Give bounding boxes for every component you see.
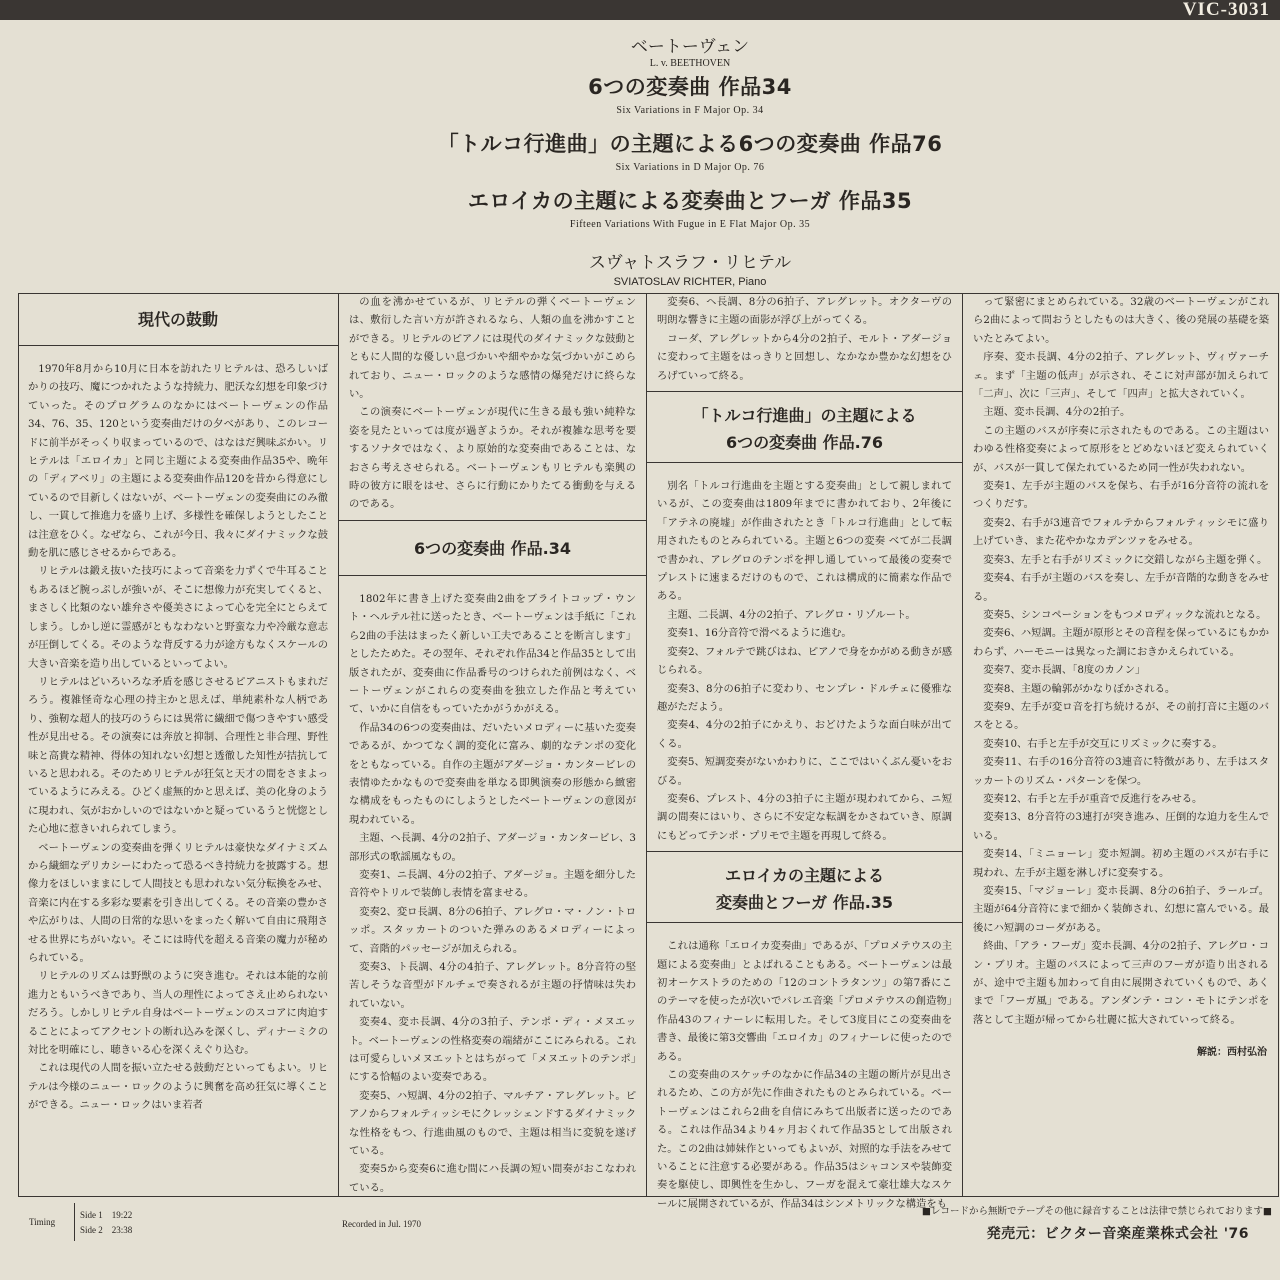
column-1: [18, 293, 338, 1197]
paragraph: 主題、変ホ長調、4分の2拍子。: [983, 406, 1131, 419]
footer: [18, 1197, 1279, 1245]
section-heading-line: 6つの変奏曲 作品.76: [725, 433, 884, 453]
section-heading: 6つの変奏曲 作品.34: [339, 520, 646, 576]
paragraph: 変奏9、左手が変ロ音を打ち続けるが、その前打音に主題のバスをとる。: [973, 700, 1269, 732]
paragraph: 主題、ヘ長調、4分の2拍子、アダージョ・カンタービレ、3部形式の歌謡風なもの。: [349, 832, 636, 863]
artist-name-jp: スヴャトスラフ・リヒテル: [588, 253, 792, 273]
paragraph: 変奏6、ヘ長調、8分の6拍子、アレグレット。オクターヴの明朗な響きに主題の面影が浮び上がってくる。: [657, 296, 952, 327]
work-title-en: Six Variations in F Major Op. 34: [616, 105, 764, 116]
section-heading-line: 「トルコ行進曲」の主題による: [692, 406, 917, 426]
work-title-en: Six Variations in D Major Op. 76: [615, 162, 765, 173]
composer-name-jp: ベートーヴェン: [630, 37, 750, 57]
paragraph: 作品34の6つの変奏曲は、だいたいメロディーに基いた変奏であるが、かつてなく調的変化に富み、劇的なテンポの変化をともなっている。自作の主題がアダージョ・カンタービレの表情ゆたかなもので変奏曲を単なる即興演奏の形態から緻密な構成をもったものにしようとしたベートーヴェンの意図が現われている。: [349, 721, 636, 826]
work-title-en: Fifteen Variations With Fugue in E Flat Major Op. 35: [569, 219, 811, 230]
paragraph: 序奏、変ホ長調、4分の2拍子、アレグレット、ヴィヴァーチェ。まず「主題の低声」が示され、そこに対声部が加えられて「二声」、次に「三声」、そして「四声」と拡大されていく。: [973, 351, 1269, 401]
paragraph: コーダ、アレグレットから4分の2拍子、モルト・アダージョに変わって主題をはっきりと回想し、なかなか豊かな幻想をひろげていって終る。: [657, 332, 952, 382]
section-heading-line: 変奏曲とフーガ 作品.35: [715, 893, 894, 913]
paragraph: これは通称「エロイカ変奏曲」であるが、「プロメテウスの主題による変奏曲」とよばれることもある。ベートーヴェンは最初オーケストラのための「12のコントラタンツ」の第7番にこのテーマを使ったが次いでバレエ音楽「プロメテウスの創造物」作品43のフィナーレに転用した。そして3度目にこの変奏曲を書き、最後に第3交響曲「エロイカ」のフィナーレに使ったのである。: [657, 940, 952, 1063]
paragraph: 別名「トルコ行進曲を主題とする変奏曲」として親しまれているが、この変奏曲は1809年までに書かれており、2年後に「アテネの廃墟」が作曲されたとき「トルコ行進曲」として転用されたものとみられている。主題と6つの変奏 べてが二長調で書かれ、アレグロのテンポを押し通していって最後の変奏でプレストに速まるだけのもので、これは構成的に簡素な作品である。: [657, 480, 952, 603]
paragraph: 変奏4、変ホ長調、4分の3拍子、テンポ・ディ・メヌエット。ベートーヴェンの性格変奏の端緒がここにみられる。これは可愛らしいメヌエットとはちがって「メヌエットのテンポ」にする恰幅のよい変奏である。: [349, 1016, 636, 1084]
artist-name-en: SVIATOSLAV RICHTER, Piano: [613, 276, 767, 288]
paragraph: 変奏4、右手が主題のバスを奏し、左手が音階的な動きをみせる。: [973, 572, 1269, 603]
paragraph: 主題、二長調、4分の2拍子、アレグロ・リゾルート。: [667, 608, 916, 621]
paragraph: 変奏13、8分音符の3連打が突き進み、圧倒的な迫力を生んでいる。: [973, 811, 1269, 842]
paragraph: ベートーヴェンの変奏曲を弾くリヒテルは豪快なダイナミズムから繊細なデリカシーにわたって恐るべき持続力を披露する。想像力をほしいままにして人間技とも思われない気分転換をみせ、音楽に内在する多彩な要素を引き出してくる。その音楽の豊かさや広がりは、人間の日常的な思いをまったく解いて自由に飛翔させる世界にちがいない。そこには時代を超える音楽の魔力が秘められている。: [28, 841, 328, 964]
paragraph: 終曲、「アラ・フーガ」変ホ長調、4分の2拍子、アレグロ・コン・ブリオ。主題のバスによって三声のフーガが造り出されるが、途中で主題も加わって自由に展開されていくもので、あくまで「フーガ風」である。アンダンテ・コン・モトにテンポを落として主題が帰ってから壮麗に拡大されていって終る。: [973, 940, 1269, 1026]
paragraph: 変奏5、短調変奏がないかわりに、ここではいくぶん憂いをおびる。: [657, 756, 952, 787]
header: [340, 28, 1040, 288]
work-title-jp: 「トルコ行進曲」の主題による6つの変奏曲 作品76: [437, 132, 943, 156]
paragraph: 変奏6、プレスト、4分の3拍子に主題が現われてから、ニ短調の間奏にはいり、さらに不安定な転調をかさねていき、原調にもどってテンポ・プリモで主題を再現して終る。: [657, 792, 952, 842]
section-heading: [647, 851, 962, 923]
paragraph: の血を沸かせているが、リヒテルの弾くベートーヴェンは、敷衍した言い方が許されるなら、人類の血を沸かすことができる。リヒテルのピアノには現代のダイナミックな鼓動とともに人間的な優しい息づかいや細やかな気づかいがこめられており、ニュー・ロックのような感情の爆発だけに終らない。: [349, 296, 636, 401]
work-title-jp: 6つの変奏曲 作品34: [588, 75, 792, 99]
column-4: [962, 293, 1279, 1197]
paragraph: 変奏1、ニ長調、4分の2拍子、アダージョ。主題を細分した音符やトリルで装飾し表情を富ませる。: [349, 868, 636, 900]
paragraph: 1970年8月から10月に日本を訪れたリヒテルは、恐ろしいばかりの技巧、魔につかれたような持続力、肥沃な幻想を印象づけていった。そのプログラムのなかにはベートーヴェンの作品34、76、35、120という変奏曲だけの夕べがあり、このレコードに前半がそっくり収まっているので、はなはだ興味ぶかい。リヒテルは「エロイカ」と同じ主題による変奏曲作品35や、晩年の「ディアベリ」の主題による変奏曲作品120を昔から得意にしているので目新しくはないが、ベートーヴェンの変奏曲にのみ徹し、一貫して推進力を盛り上げ、多様性を確保しようとしたことは注意をひく。なぜなら、これが今日、我々にダイナミックな鼓動を肌に感じさせるからである。: [28, 363, 328, 560]
composer-name-en: L. v. BEETHOVEN: [649, 58, 731, 69]
side-2-timing: Side 2 23:38: [80, 1225, 133, 1235]
work-title-jp: エロイカの主題による変奏曲とフーガ 作品35: [467, 189, 913, 213]
section-heading: [647, 391, 962, 463]
notes-credit: 解説：西村弘治: [1197, 1047, 1267, 1059]
paragraph: 変奏15、「マジョーレ」変ホ長調、8分の6拍子、ラールゴ。主題が64分音符にまで細かく装飾され、幻想に富んでいる。最後にハ短調のコーダがある。: [973, 885, 1269, 934]
timing-label: Timing: [29, 1217, 56, 1227]
paragraph: 変奏3、8分の6拍子に変わり、センプレ・ドルチェに優雅な趣がただよう。: [657, 682, 952, 713]
paragraph: 変奏10、右手と左手が交互にリズミックに奏する。: [983, 737, 1223, 750]
paragraph: この変奏曲のスケッチのなかに作品34の主題の断片が見出されるため、この方が先に作曲されたものとみられている。ベートーヴェンはこれら2曲を自信にみちて出版者に送ったのである。これは作品34より4ヶ月おくれて作品35として出版された。この2曲は姉妹作といってもよいが、対照的な手法をみせていることに注意する必要がある。作品35はシャコンヌや装飾変奏を駆使し、即興性を生かし、フーガを混えて豪壮雄大なスケールに展開されているが、作品34はシンメトリックな構造をも: [657, 1069, 952, 1210]
column-2: [338, 293, 646, 1197]
paragraph: 変奏6、ハ短調。主題が原形とその音程を保っているにもかかわらず、ハーモニーは異なった調におきかえられている。: [973, 627, 1269, 658]
paragraph: 変奏8、主題の輪郭がかなりぼかされる。: [983, 682, 1176, 695]
paragraph: リヒテルのリズムは野獣のように突き進む。それは本能的な前進力ともいうべきであり、当人の理性によってさえ止められないだろう。しかしリヒテル自身はベートーヴェンのスコアに肉迫することによってアクセントの断れ込みを深くし、ディナーミクの対比を明確にし、聴きいる心を深くえぐり込む。: [28, 970, 328, 1057]
paragraph: この主題のバスが序奏に示されたものである。この主題はいわゆる性格変奏によって原形をとどめないほど変えられていくが、バスが一貫して保たれているため同一性が失われない。: [973, 424, 1269, 474]
paragraph: 変奏1、16分音符で滑べるように進む。: [667, 627, 852, 640]
side-1-timing: Side 1 19:22: [80, 1210, 133, 1220]
paragraph: 1802年に書き上げた変奏曲2曲をブライトコップ・ウント・ヘルテル社に送ったとき、ベートーヴェンは手紙に「これら2曲の手法はまったく新しい工夫であることを断言します」としたためた。その翌年、それぞれ作品34と作品35として出版されたが、変奏曲に作品番号のつけられた前例はなく、ベートーヴェンがこれらの変奏曲を独立した作品と考えていて、いかに自信をもっていたかがうかがえる。: [349, 592, 636, 716]
paragraph: 変奏14、「ミニョーレ」変ホ短調。初め主題のバスが右手に現われ、左手が主題を淋しげに変奏する。: [973, 848, 1269, 879]
catalog-number: VIC-3031: [1182, 0, 1270, 20]
paragraph: リヒテルは鍛え抜いた技巧によって音楽を力ずくで牛耳ることもあるほど腕っぷしが強いが、そこに想像力が充実してくると、まさしく比類のない雄弁さや優美さによって心を完全にとらえてしまう。しかし逆に霊感がともなわないと野蛮な力や冷厳な意志が圧倒してくる。そのような背反する力が途方もなくスケールの大きい音楽を造り出しているといってよい。: [28, 565, 328, 670]
paragraph: 変奏5、シンコペーションをもつメロディックな流れとなる。: [983, 608, 1267, 621]
section-heading-line: エロイカの主題による: [724, 866, 885, 886]
paragraph: 変奏3、ト長調、4分の4拍子、アレグレット。8分音符の堅苦しそうな音型がドルチェで奏されるが主題の抒情味は失われていない。: [349, 961, 636, 1010]
copyright-notice: ■レコードから無断でテープその他に録音することは法律で禁じられております■: [922, 1206, 1272, 1217]
paragraph: この演奏にベートーヴェンが現代に生きる最も強い純粋な姿を見たといっては度が過ぎようか。それが複雑な思考を要するソナタではなく、より原始的な変奏曲であることは、なおさら考えさせられる。ベートーヴェンもリヒテルも楽興の時の彼方に眼をはせ、さらに行動にかりたてる衝動を与えるのである。: [349, 406, 636, 511]
paragraph: 変奏4、4分の2拍子にかえり、おどけたような面白味が出てくる。: [657, 719, 952, 750]
top-bar: [0, 0, 1280, 20]
paragraph: 変奏7、変ホ長調、「8度のカノン」: [983, 664, 1146, 677]
recording-date: Recorded in Jul. 1970: [342, 1219, 421, 1229]
paragraph: これは現代の人間を振い立たせる鼓動だといってもよい。リヒテルは今様のニュー・ロックのように興奮を高め狂気に導くことができる。ニュー・ロックはいま若者: [28, 1062, 328, 1112]
paragraph: 変奏12、右手と左手が重音で反進行をみせる。: [983, 792, 1203, 805]
section-heading: 現代の鼓動: [18, 293, 338, 346]
publisher: 発売元：ビクター音楽産業株式会社 '76: [986, 1226, 1249, 1242]
paragraph: 変奏2、変ロ長調、8分の6拍子、アレグロ・マ・ノン・トロッポ。スタッカートのついた弾みのあるメロディーによって、音階的パッセージが加えられる。: [349, 905, 636, 955]
paragraph: リヒテルはどいろいろな矛盾を感じさせるピアニストもまれだろう。複雑怪奇な心理の持主かと思えば、単純素朴な人柄であり、強靭な超人的技巧のうらには異常に繊細で傷つきやすい感受性が見出せる。その演奏には奔放と抑制、合理性と非合理、野性味と高貴な精神、得体の知れない幻想と透徹した知性が拮抗していると思われる。そのためリヒテルが狂気と天才の間をさまよっているようにみえる。ひどく虚無的かと思えば、美の化身のように現われ、気がおかしいのではないかと疑っているうと恍惚とした心地に惹きいれられてしまう。: [28, 675, 328, 836]
paragraph: 変奏2、右手が3連音でフォルテからフォルティッシモに盛り上げていき、また花やかなカデンツァをみせる。: [973, 516, 1269, 548]
paragraph: 変奏5から変奏6に進む間にハ長調の短い間奏がおこなわれている。: [349, 1163, 636, 1194]
paragraph: って緊密にまとめられている。32歳のベートーヴェンがこれら2曲によって問おうとしたものは大きく、後の発展の基礎を築いたとみてよい。: [973, 296, 1269, 345]
timing-divider: [74, 1203, 75, 1241]
column-3: [646, 293, 962, 1210]
paragraph: 変奏5、ハ短調、4分の2拍子、マルチア・アレグレット。ピアノからフォルティッシモにクレッシェンドするダイナミックな性格をもつ、行進曲風のもので、主題は相当に変貌を遂げている。: [349, 1089, 636, 1158]
paragraph: 変奏2、フォルテで跳びはね、ピアノで身をかがめる動きが感じられる。: [657, 645, 952, 677]
paragraph: 変奏1、左手が主題のバスを保ち、右手が16分音符の流れをつくりだす。: [973, 480, 1269, 511]
paragraph: 変奏3、左手と右手がリズミックに交錯しながら主題を弾く。: [983, 553, 1268, 566]
paragraph: 変奏11、右手の16分音符の3連音に特徴があり、左手はスタッカートのリズム・パターンを保つ。: [973, 756, 1269, 787]
